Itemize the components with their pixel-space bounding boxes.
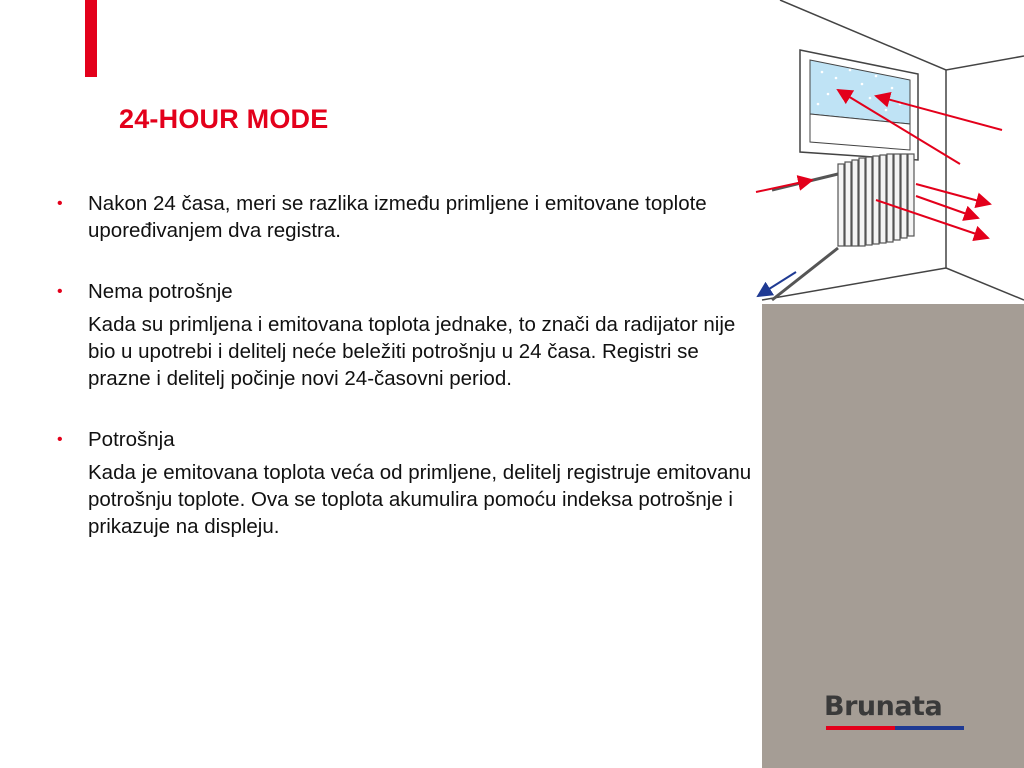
bullet-detail: Kada je emitovana toplota veća od primljene, delitelj registruje emitovanu potrošnju toplote. Ova se toplota akumulira pomoću indeksa potrošnje i prikazuje na displeju. xyxy=(88,461,752,538)
slide-content xyxy=(57,190,765,540)
bullet-dot-icon: • xyxy=(57,431,63,448)
bullet-text: Potrošnja xyxy=(88,428,175,451)
logo-wordmark: Brunata xyxy=(824,691,943,722)
bullet-item-1 xyxy=(57,190,765,244)
bullet-text: Nema potrošnje xyxy=(88,280,233,303)
bullet-item-2 xyxy=(57,278,765,305)
bullet-text: Nakon 24 časa, meri se razlika između primljene i emitovane toplote upoređivanjem dva registra. xyxy=(88,192,707,242)
bullet-item-3 xyxy=(57,426,765,453)
bullet-dot-icon: • xyxy=(57,283,63,300)
room-radiator-heat-flow-illustration xyxy=(752,0,1024,304)
bullet-detail: Kada su primljena i emitovana toplota jednake, to znači da radijator nije bio u upotrebi i delitelj neće beležiti potrošnju u 24 časa. Registri se prazne i delitelj počinje novi 24-časovni period. xyxy=(88,313,736,390)
bullet-dot-icon: • xyxy=(57,195,63,212)
logo-red-bar xyxy=(826,726,895,730)
logo-blue-bar xyxy=(895,726,964,730)
brunata-logo xyxy=(824,692,966,732)
red-accent-bar xyxy=(85,0,97,77)
slide-title: 24-HOUR MODE xyxy=(119,104,329,134)
